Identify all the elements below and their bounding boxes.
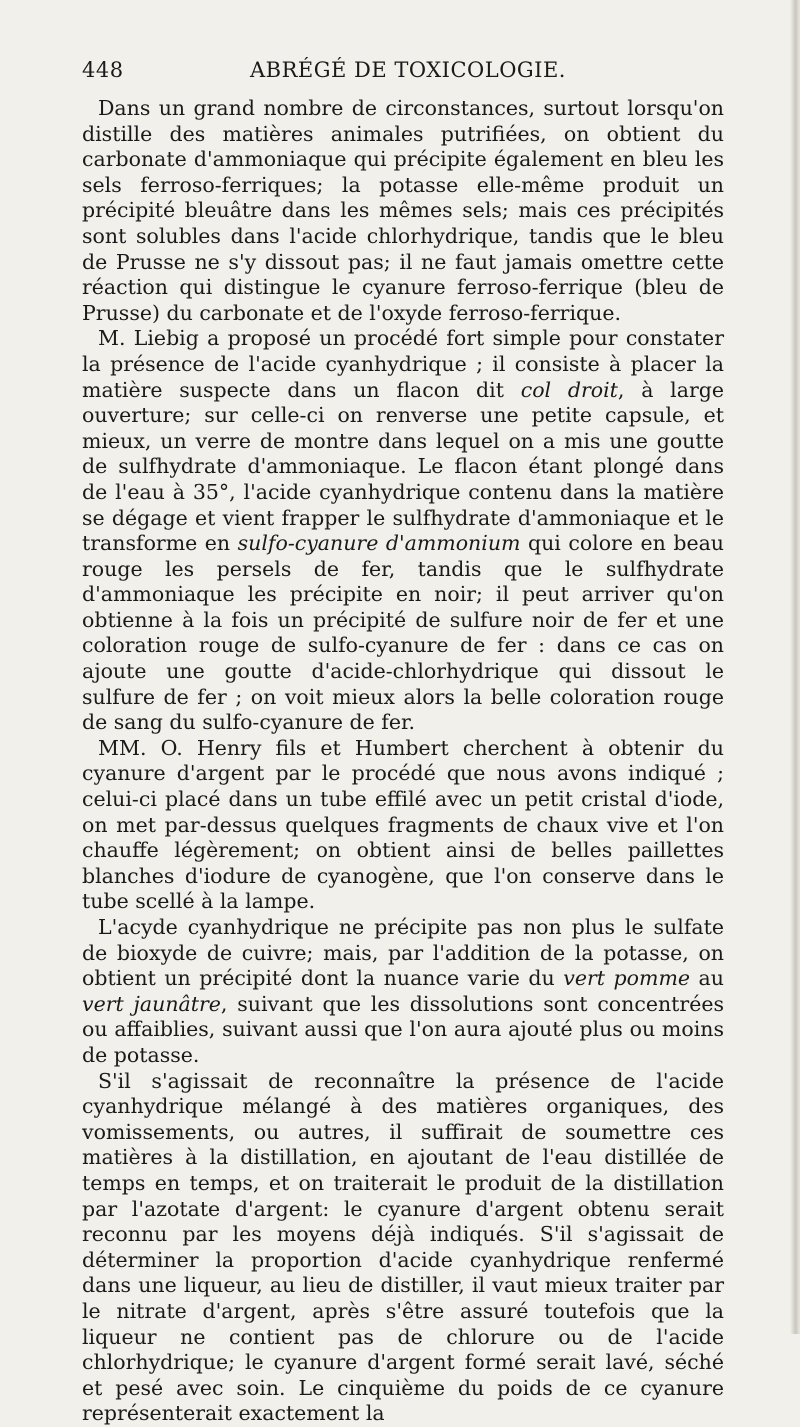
text-run: , à large ouverture; sur celle-ci on renverse une petite capsule, et mieux, un verre de montre dans lequel on a mis une goutte de sulfhydrate d'ammoniaque. Le flacon étant plongé dans de l'eau à 35°, l'acide cyanhydrique contenu dans la matière se dégage et vient frapper le sulfhydrate d'ammoniaque et le transforme en bbox=[82, 377, 725, 556]
italic-term: col droit bbox=[520, 377, 618, 402]
paragraph bbox=[82, 736, 724, 915]
page-edge-shadow bbox=[790, 0, 800, 1334]
paragraph bbox=[82, 1069, 724, 1427]
running-title: ABRÉGÉ DE TOXICOLOGIE. bbox=[250, 58, 566, 82]
page-header bbox=[82, 58, 724, 88]
text-run: M. Liebig a proposé un procédé fort simple pour constater la présence de l'acide cyanhydrique ; il consiste à placer la matière suspecte dans un flacon dit bbox=[82, 326, 724, 402]
text-run: Dans un grand nombre de circonstances, surtout lorsqu'on distille des matières animales putrifiées, on obtient du carbonate d'ammoniaque qui précipite également en bleu les sels ferroso-ferriques; la potasse elle-même produit un précipité bleuâtre dans les mêmes sels; mais ces précipités sont solubles dans l'acide chlorhydrique, tandis que le bleu de Prusse ne s'y dissout pas; il ne faut jamais omettre cette réaction qui distingue le cyanure ferroso-ferrique (bleu de Prusse) du carbonate et de l'oxyde ferroso-ferrique. bbox=[82, 96, 724, 325]
text-run: MM. O. Henry fils et Humbert cherchent à obtenir du cyanure d'argent par le procédé que nous avons indiqué ; celui-ci placé dans un tube effilé avec un petit cristal d'iode, on met par-dessus quelques fragments de chaux vive et l'on chauffe légèrement; on obtient ainsi de belles paillettes blanches d'iodure de cyanogène, que l'on conserve dans le tube scellé à la lampe. bbox=[82, 735, 724, 914]
text-run: qui colore en beau rouge les persels de fer, tandis que le sulfhydrate d'ammoniaque les précipite en noir; il peut arriver qu'on obtienne à la fois un précipité de sulfure noir de fer et une coloration rouge de sulfo-cyanure de fer : dans ce cas on ajoute une goutte d'acide-chlorhydrique qui dissout le sulfure de fer ; on voit mieux alors la belle coloration rouge de sang du sulfo-cyanure de fer. bbox=[82, 531, 724, 735]
text-run: , suivant que les dissolutions sont concentrées ou affaiblies, suivant aussi que l'on aura ajouté plus ou moins de potasse. bbox=[82, 991, 724, 1067]
paragraph bbox=[82, 96, 724, 326]
text-run: au bbox=[690, 966, 724, 991]
paragraph bbox=[82, 915, 724, 1069]
text-run: S'il s'agissait de reconnaître la présence de l'acide cyanhydrique mélangé à des matières organiques, des vomissements, ou autres, il suffirait de soumettre ces matières à la distillation, en ajoutant de l'eau distillée de temps en temps, et on traiterait le produit de la distillation par l'azotate d'argent: le cyanure d'argent obtenu serait reconnu par les moyens déjà indiqués. S'il s'agissait de déterminer la proportion d'acide cyanhydrique renfermé dans une liqueur, au lieu de distiller, il vaut mieux traiter par le nitrate d'argent, après s'être assuré toutefois que la liqueur ne contient pas de chlorure ou de l'acide chlorhydrique; le cyanure d'argent formé serait lavé, séché et pesé avec soin. Le cinquième du poids de ce cyanure représenterait exactement la bbox=[82, 1068, 724, 1426]
paragraph bbox=[82, 326, 724, 736]
page-number: 448 bbox=[82, 58, 124, 82]
italic-term: sulfo-cyanure d'ammonium bbox=[237, 531, 521, 556]
italic-term: vert pomme bbox=[563, 966, 691, 991]
body-text bbox=[82, 96, 724, 1427]
text-run: L'acyde cyanhydrique ne précipite pas non plus le sulfate de bioxyde de cuivre; mais, par l'addition de la potasse, on obtient un précipité dont la nuance varie du bbox=[82, 915, 724, 991]
italic-term: vert jaunâtre bbox=[82, 991, 221, 1016]
